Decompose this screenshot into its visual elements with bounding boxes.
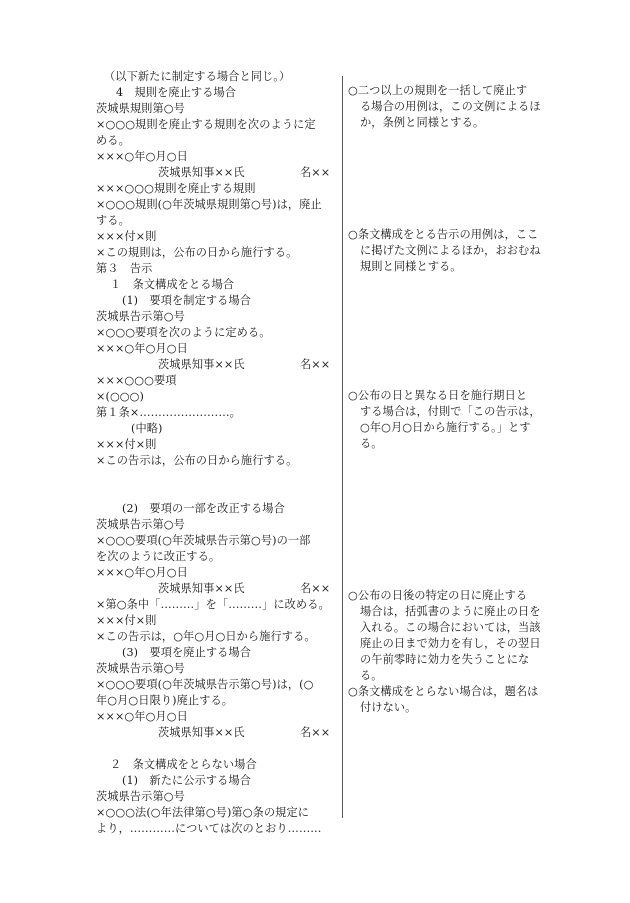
left-line (96, 549, 220, 565)
line-text: ×○○○規則(○年茨城県規則第○号)は，廃止 (96, 198, 322, 211)
left-line (96, 453, 297, 469)
column-divider (342, 76, 343, 818)
signature-name: 名×× (300, 166, 331, 179)
line-text: ×この告示は，公布の日から施行する。 (96, 454, 298, 467)
annotation-line: 場合は，括弧書のように廃止の日を (360, 605, 541, 618)
left-line (96, 309, 185, 325)
line-text: (1) 新たに公示する場合 (122, 774, 252, 787)
left-line (96, 261, 152, 277)
line-text: ×(○○○) (96, 390, 144, 403)
left-line (131, 421, 163, 437)
left-line (96, 213, 130, 229)
annotation-line: 規則と同様とする。 (360, 260, 462, 273)
annotation-line: る。 (360, 437, 383, 450)
left-line (96, 709, 188, 725)
line-text: ×××○○○要項 (96, 374, 177, 387)
left-line (158, 725, 245, 741)
annotation-item: ○公布の日後の特定の日に廃止する (348, 589, 528, 602)
left-line (96, 613, 156, 629)
left-line (122, 645, 251, 661)
line-text: 茨城県知事××氏 (158, 582, 245, 595)
left-line (96, 373, 177, 389)
left-line (96, 677, 314, 693)
line-text: する。 (96, 214, 130, 227)
left-line (122, 773, 251, 789)
line-text: （以下新たに制定する場合と同じ。） (104, 70, 291, 83)
line-text: を次のように改正する。 (96, 550, 221, 563)
left-line (96, 533, 310, 549)
line-text: ×××○年○月○日 (96, 342, 188, 355)
left-line (104, 69, 290, 85)
line-text: ×この規則は，公布の日から施行する。 (96, 246, 298, 259)
left-line (96, 181, 256, 197)
line-text: ２ 条文構成をとらない場合 (110, 758, 257, 771)
line-text: 茨城県告示第○号 (96, 518, 185, 531)
line-text: ×○○○法(○年法律第○号)第○条の規定に (96, 806, 310, 819)
line-text: 茨城県知事××氏 (158, 358, 245, 371)
line-text: ×××付×則 (96, 614, 157, 627)
line-text: 茨城県告示第○号 (96, 790, 185, 803)
annotation-item: ○条文構成をとる告示の用例は，ここ (348, 228, 539, 241)
left-line (96, 389, 144, 405)
left-line (96, 805, 309, 821)
line-text: 第１条×……………………。 (96, 406, 241, 419)
annotation-line: 付けない。 (360, 701, 417, 714)
left-line (158, 357, 245, 373)
annotation-line: 廃止の日まで効力を有し，その翌日 (360, 637, 541, 650)
line-text: より，…………については次のとおり……… (96, 822, 322, 835)
left-line (96, 325, 271, 341)
line-text: ×○○○要項(○年茨城県告示第○号)の一部 (96, 534, 311, 547)
line-text: める。 (96, 134, 130, 147)
left-line (96, 661, 185, 677)
line-text: 年○月○日限り)廃止する。 (96, 694, 234, 707)
annotation-line: に掲げた文例によるほか，おおむね (360, 244, 541, 257)
left-line (110, 757, 257, 773)
left-line (96, 437, 156, 453)
line-text: １ 条文構成をとる場合 (110, 278, 235, 291)
line-text: 茨城県知事××氏 (158, 726, 245, 739)
signature-name: 名×× (300, 582, 331, 595)
line-text: (中略) (131, 422, 163, 435)
left-line (96, 101, 185, 117)
left-line (116, 85, 236, 101)
left-line (96, 517, 185, 533)
annotation-line: ○年○月○日から施行する。」とす (360, 421, 531, 434)
left-line (96, 405, 241, 421)
line-text: 茨城県知事××氏 (158, 166, 245, 179)
line-text: (1) 要項を制定する場合 (122, 294, 252, 307)
left-line (96, 133, 130, 149)
line-text: 茨城県告示第○号 (96, 310, 185, 323)
line-text: (3) 要項を廃止する場合 (122, 646, 252, 659)
left-line (158, 165, 245, 181)
line-text: ×××付×則 (96, 438, 157, 451)
line-text: 茨城県告示第○号 (96, 662, 185, 675)
left-line (122, 501, 285, 517)
line-text: ×××○年○月○日 (96, 566, 188, 579)
left-line (96, 341, 188, 357)
annotation-line: の午前零時に効力を失うことにな (360, 653, 530, 666)
left-line (96, 245, 297, 261)
line-text: 4 規則を廃止する場合 (116, 86, 237, 99)
left-line (96, 565, 188, 581)
left-line (96, 117, 316, 133)
left-line (96, 229, 156, 245)
left-line (96, 789, 185, 805)
left-line (110, 277, 234, 293)
left-line (96, 197, 322, 213)
left-line (96, 597, 330, 613)
annotation-line: 入れる。この場合においては，当該 (360, 621, 541, 634)
signature-name: 名×× (300, 726, 331, 739)
annotation-item: ○公布の日と異なる日を施行期日と (348, 389, 528, 402)
line-text: ×××○○○規則を廃止する規則 (96, 182, 256, 195)
line-text: (2) 要項の一部を改正する場合 (122, 502, 285, 515)
annotation-line: か，条例と同様とする。 (360, 116, 485, 129)
line-text: 第３ 告示 (96, 262, 153, 275)
line-text: ×○○○規則を廃止する規則を次のように定 (96, 118, 316, 131)
signature-name: 名×× (300, 358, 331, 371)
line-text: ×××○年○月○日 (96, 150, 188, 163)
line-text: ×××○年○月○日 (96, 710, 188, 723)
line-text: ×○○○要項を次のように定める。 (96, 326, 271, 339)
left-line (96, 821, 322, 837)
annotation-item: ○条文構成をとらない場合は，題名は (348, 685, 539, 698)
annotation-line: る場合の用例は，この文例によるほ (360, 100, 541, 113)
line-text: ×第○条中「………」を「………」に改める。 (96, 598, 330, 611)
left-line (96, 629, 316, 645)
line-text: ×この告示は，○年○月○日から施行する。 (96, 630, 316, 643)
line-text: ×○○○要項(○年茨城県告示第○号)は，(○ (96, 678, 314, 691)
left-line (158, 581, 245, 597)
annotation-line: する場合は，付則で「この告示は， (360, 405, 541, 418)
annotation-line: る。 (360, 669, 383, 682)
left-line (96, 149, 188, 165)
annotation-item: ○二つ以上の規則を一括して廃止す (348, 84, 528, 97)
left-line (122, 293, 251, 309)
line-text: ×××付×則 (96, 230, 157, 243)
left-line (96, 693, 233, 709)
line-text: 茨城県規則第○号 (96, 102, 185, 115)
